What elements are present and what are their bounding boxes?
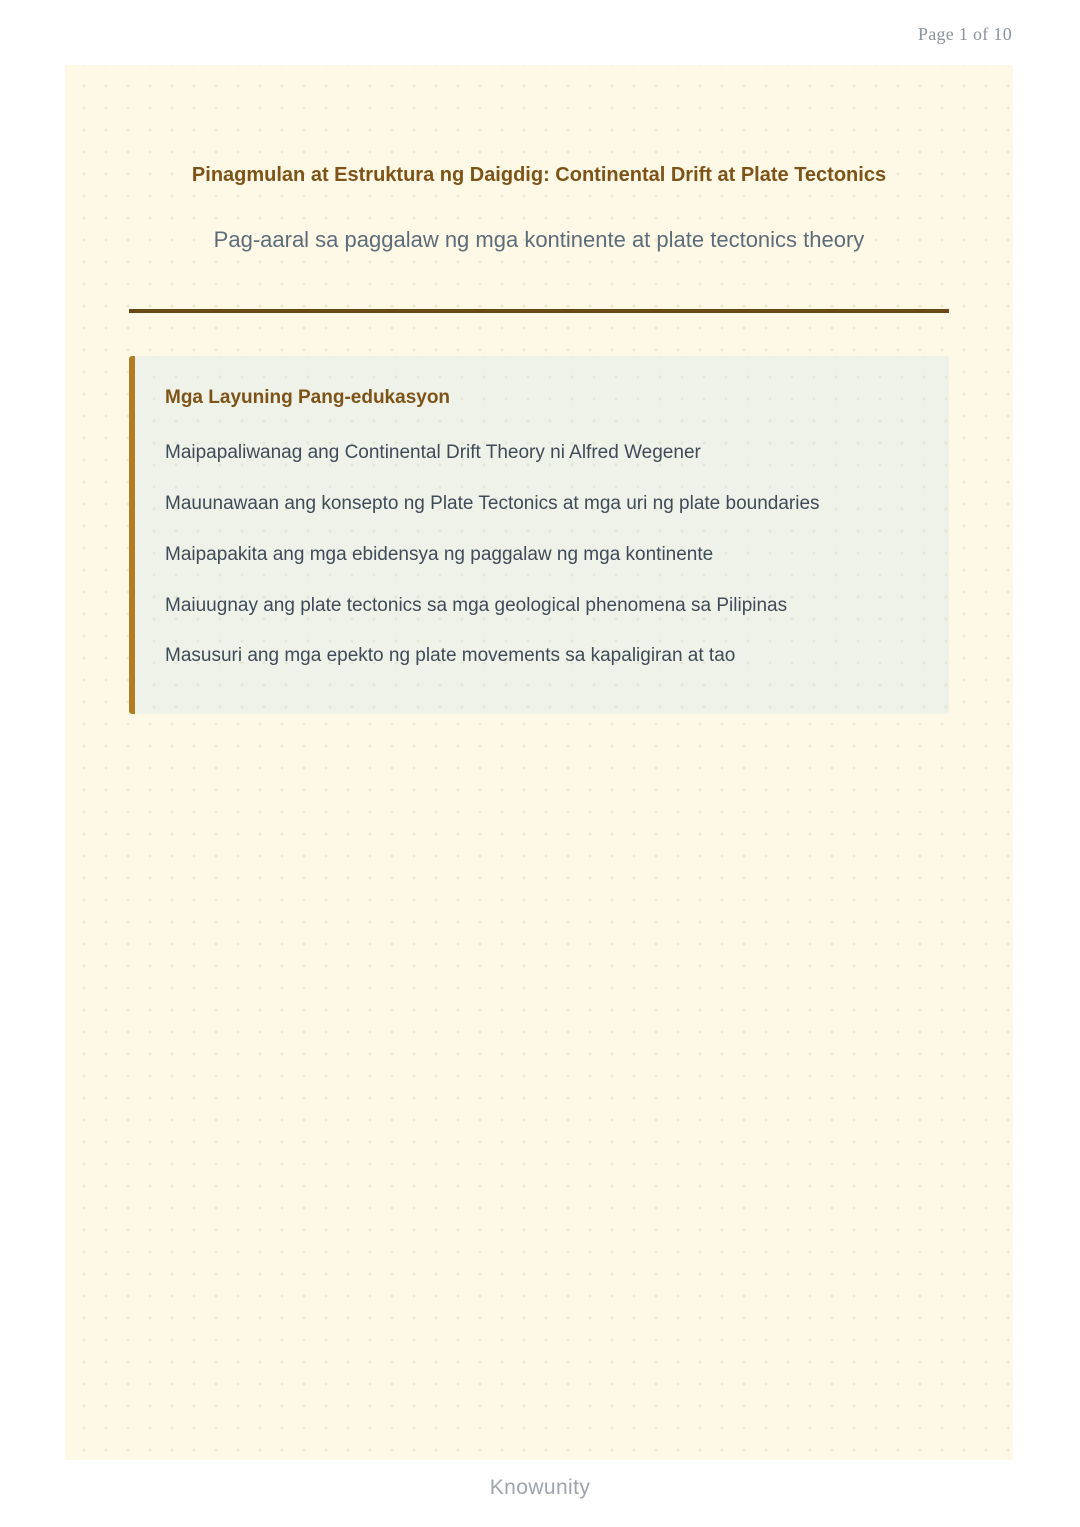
knowunity-brand-label: Knowunity bbox=[489, 1476, 591, 1499]
page-number-indicator: Page 1 of 10 bbox=[917, 24, 1012, 44]
objective-item: Mauunawaan ang konsepto ng Plate Tectonics at mga uri ng plate boundaries bbox=[165, 493, 820, 515]
objective-item: Maipapakita ang mga ebidensya ng paggalaw ng mga kontinente bbox=[165, 543, 714, 565]
document-sheet bbox=[65, 65, 1013, 1460]
objective-item: Maipapaliwanag ang Continental Drift Theory ni Alfred Wegener bbox=[165, 442, 701, 464]
objective-item: Masusuri ang mga epekto ng plate movements sa kapaligiran at tao bbox=[165, 645, 736, 667]
document-content bbox=[129, 65, 949, 714]
learning-objectives-box bbox=[129, 356, 949, 714]
horizontal-divider bbox=[129, 309, 949, 313]
objectives-heading: Mga Layuning Pang-edukasyon bbox=[165, 387, 451, 409]
document-subtitle: Pag-aaral sa paggalaw ng mga kontinente at plate tectonics theory bbox=[213, 227, 865, 252]
document-title: Pinagmulan at Estruktura ng Daigdig: Continental Drift at Plate Tectonics bbox=[191, 164, 887, 186]
objective-item: Maiuugnay ang plate tectonics sa mga geological phenomena sa Pilipinas bbox=[165, 594, 788, 616]
